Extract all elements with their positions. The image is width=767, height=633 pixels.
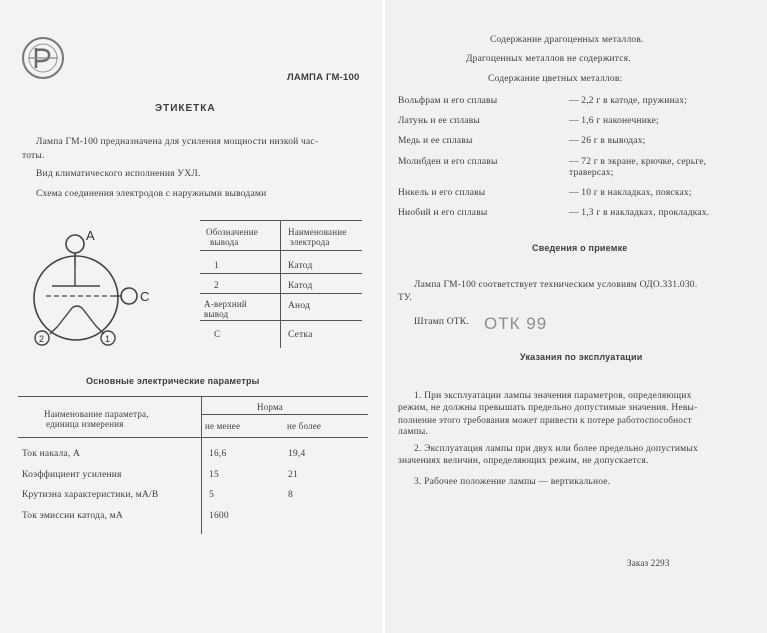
params-row-2-min: 15 <box>209 470 219 480</box>
metal-row-4-value-2: траверсах; <box>569 168 614 178</box>
params-header-max: не более <box>287 421 322 431</box>
params-header-min: не менее <box>205 421 241 431</box>
metal-row-3-name: Медь и ее сплавы <box>398 136 473 146</box>
usage-2-line-1: 2. Эксплуатация лампы при двух или более предельно допустимых <box>414 444 698 454</box>
usage-1-line-1: 1. При эксплуатации лампы значения параметров, определяющих <box>414 391 692 401</box>
usage-1-line-4: лампы. <box>398 427 429 437</box>
metal-row-6-name: Ниобий и его сплавы <box>398 208 488 218</box>
acceptance-line-1: Лампа ГМ-100 соответствует техническим условиям ОДО.331.030. <box>414 280 698 290</box>
lamp-header: ЛАМПА ГМ-100 <box>287 72 360 83</box>
intro-line-1: Лампа ГМ-100 предназначена для усиления мощности низкой час- <box>36 137 319 147</box>
intro-line-2: тоты. <box>22 151 45 161</box>
metal-row-4-value: — 72 г в экране, крючке, серьге, <box>569 157 707 167</box>
params-row-1-max: 19,4 <box>288 449 306 459</box>
climate-text: Вид климатического исполнения УХЛ. <box>36 169 201 179</box>
usage-2-line-2: значениях величин, определяющих режим, не допускается. <box>398 456 649 466</box>
left-page <box>0 0 382 633</box>
metal-row-5-name: Никель и его сплавы <box>398 188 486 198</box>
tube-pin-diagram <box>22 226 152 350</box>
params-row-4-name: Ток эмиссии катода, мА <box>22 511 123 521</box>
manufacturer-logo-stamp <box>20 36 66 80</box>
acceptance-line-2: ТУ. <box>398 293 412 303</box>
metal-row-4-name: Молибден и его сплавы <box>398 157 498 167</box>
order-number: Заказ 2293 <box>627 558 670 568</box>
params-header-norm: Норма <box>257 402 283 412</box>
pin-row-2-pin: 2 <box>214 281 219 291</box>
acceptance-title: Сведения о приемке <box>532 243 628 253</box>
params-title: Основные электрические параметры <box>86 376 260 386</box>
pin-label-2: 2 <box>39 334 45 344</box>
pin-header-1a: Обозначение <box>206 227 258 237</box>
pin-header-2a: Наименование <box>288 227 347 237</box>
usage-3: 3. Рабочее положение лампы — вертикальное. <box>414 477 611 487</box>
nonferrous-title: Содержание цветных металлов: <box>488 74 623 84</box>
metal-row-1-value: — 2,2 г в катоде, пружинах; <box>569 96 688 106</box>
pin-row-4-electrode: Сетка <box>288 330 313 340</box>
pin-label-c: C <box>140 289 150 304</box>
pin-row-4-pin: С <box>214 330 221 340</box>
usage-title: Указания по эксплуатации <box>520 352 643 362</box>
params-row-3-name: Крутизна характеристики, мА/В <box>22 490 159 500</box>
scheme-text: Схема соединения электродов с наружными выводами <box>36 189 267 199</box>
pin-header-1b: вывода <box>210 237 239 247</box>
otk-stamp-label: Штамп ОТК. <box>414 317 469 327</box>
params-row-1-min: 16,6 <box>209 449 227 459</box>
pin-label-a: A <box>86 228 95 243</box>
metal-row-6-value: — 1,3 г в накладках, прокладках. <box>569 208 710 218</box>
params-row-1-name: Ток накала, А <box>22 449 81 459</box>
pin-row-1-electrode: Катод <box>288 261 313 271</box>
precious-metals-none: Драгоценных металлов не содержится. <box>466 54 631 64</box>
usage-1-line-2: режим, не должны превышать предельно допустимые значения. Невы- <box>398 403 698 413</box>
metal-row-2-value: — 1,6 г наконечнике; <box>569 116 659 126</box>
params-row-4-min: 1600 <box>209 511 229 521</box>
params-row-2-name: Коэффициент усиления <box>22 470 122 480</box>
metal-row-3-value: — 26 г в выводах; <box>569 136 646 146</box>
params-row-3-max: 8 <box>288 490 293 500</box>
metal-row-5-value: — 10 г в накладках, поясках; <box>569 188 692 198</box>
otk-stamp: ОТК 99 <box>484 314 548 333</box>
pin-row-1-pin: 1 <box>214 261 219 271</box>
params-header-name-2: единица измерения <box>46 419 124 429</box>
metal-row-1-name: Вольфрам и его сплавы <box>398 96 498 106</box>
pin-row-3-electrode: Анод <box>288 301 311 311</box>
params-header-name-1: Наименование параметра, <box>44 409 149 419</box>
label-title: ЭТИКЕТКА <box>155 103 216 114</box>
pin-header-2b: электрода <box>290 237 330 247</box>
metal-row-2-name: Латунь и ее сплавы <box>398 116 480 126</box>
precious-metals-title: Содержание драгоценных металлов. <box>490 35 644 45</box>
pin-row-2-electrode: Катод <box>288 281 313 291</box>
pin-row-3-pin: А-верхний <box>204 299 247 309</box>
pin-label-1: 1 <box>105 334 111 344</box>
params-row-3-min: 5 <box>209 490 214 500</box>
usage-1-line-3: полнение этого требования может привести к потере работоспособност <box>398 415 692 425</box>
params-row-2-max: 21 <box>288 470 298 480</box>
pin-row-3-pin-b: вывод <box>204 309 229 319</box>
